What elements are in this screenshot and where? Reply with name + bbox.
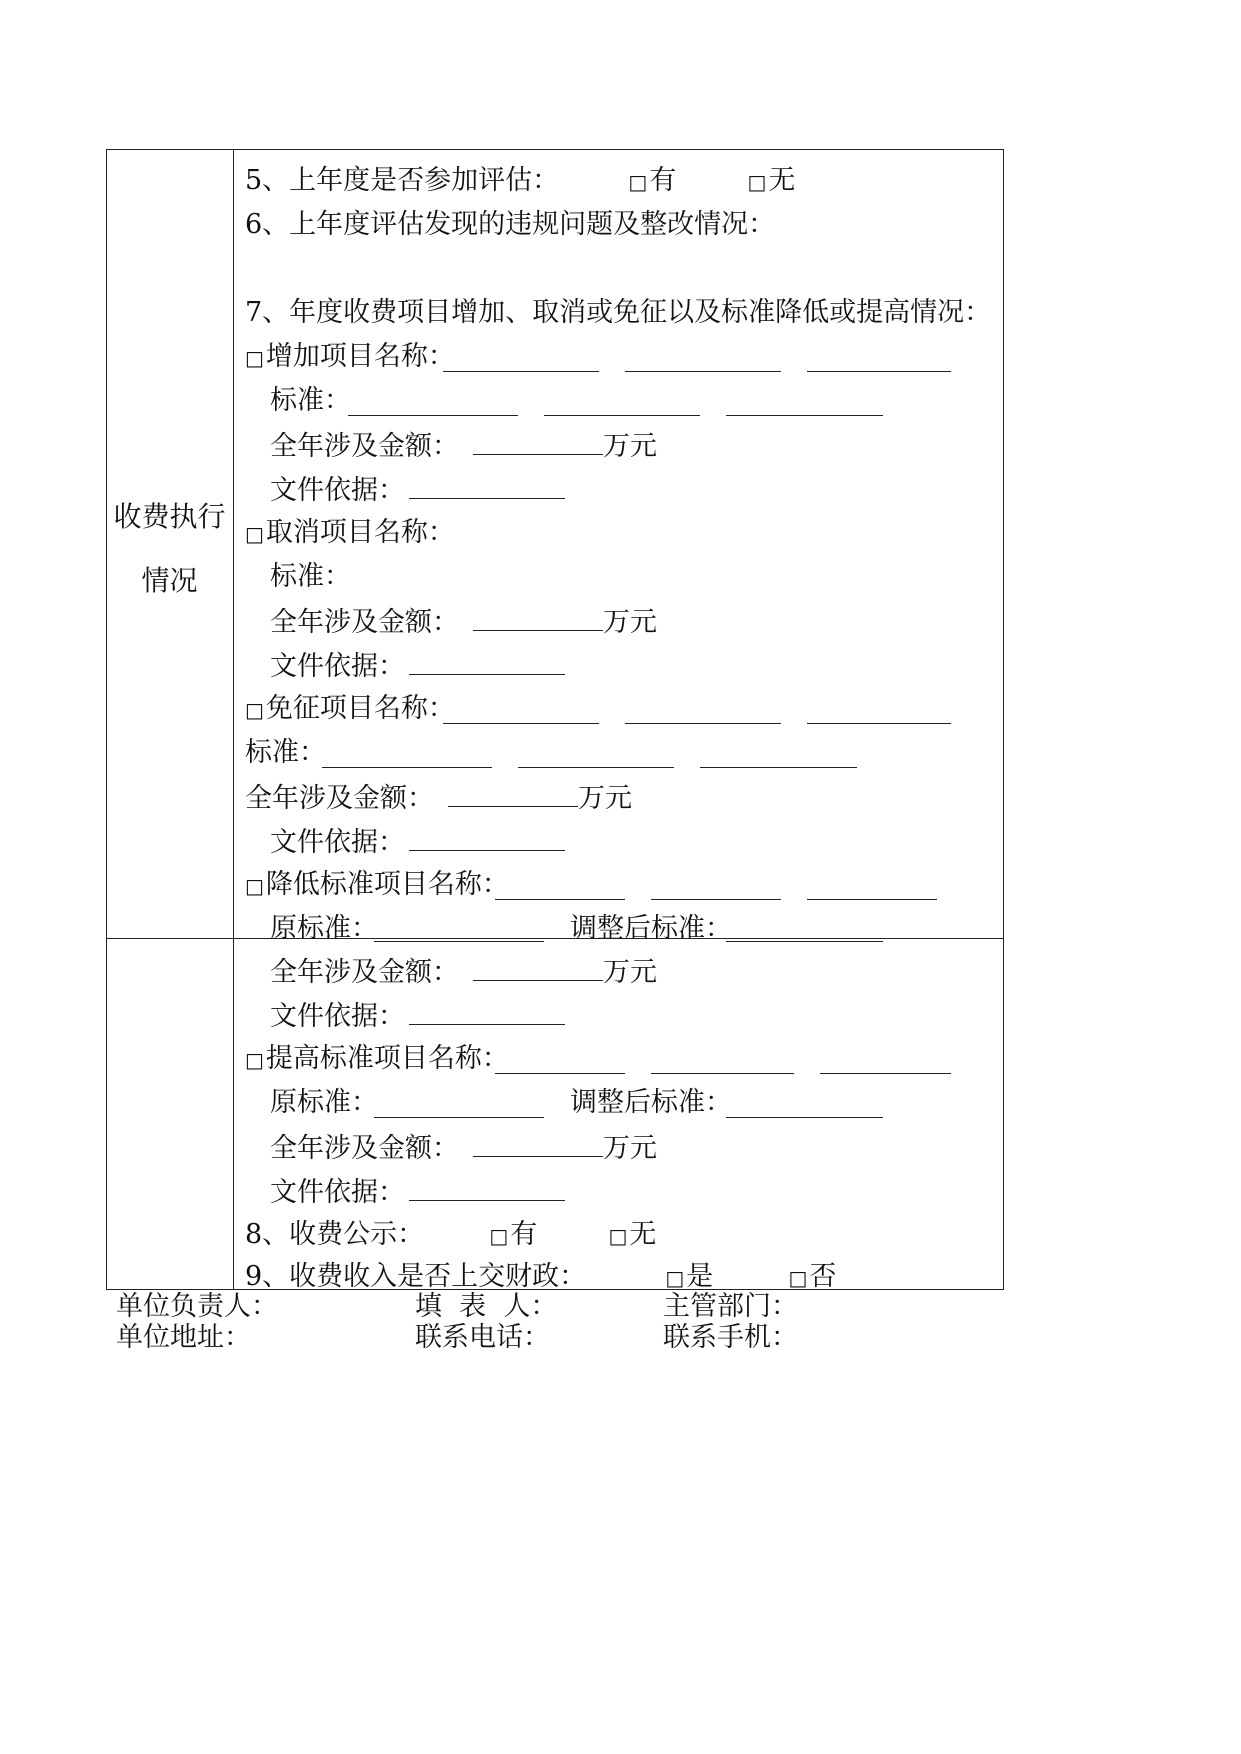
q5-yes-label: 有: [649, 165, 677, 196]
raise-name-blank-3[interactable]: [820, 1047, 951, 1074]
q5-no-label: 无: [768, 165, 796, 196]
exempt-basis-row: [270, 824, 565, 858]
exempt-standard-row: [245, 736, 326, 770]
exempt-standard-blank-3[interactable]: [700, 741, 857, 768]
raise-name-blank-2[interactable]: [651, 1047, 794, 1074]
add-checkbox[interactable]: □: [245, 346, 264, 370]
cancel-basis-label: 文件依据：: [270, 651, 405, 682]
footer-contact-phone: 联系电话：: [415, 1322, 550, 1353]
lower-amount-row: [270, 954, 657, 988]
raise-name-blank-1[interactable]: [495, 1047, 625, 1074]
exempt-name-row: [245, 692, 455, 726]
lower-adjusted-label: 调整后标准：: [570, 913, 732, 944]
q8-no-label: 无: [629, 1219, 657, 1250]
lower-basis-row: [270, 998, 565, 1032]
exempt-name-blank-1[interactable]: [443, 697, 599, 724]
raise-basis-blank[interactable]: [409, 1174, 565, 1201]
cancel-basis-blank[interactable]: [409, 648, 565, 675]
raise-adjusted-row: [570, 1086, 732, 1120]
raise-amount-label: 全年涉及金额：: [270, 1133, 459, 1164]
raise-original-blank[interactable]: [374, 1091, 544, 1118]
lower-amount-unit: 万元: [603, 957, 657, 988]
q9-yes-checkbox[interactable]: □: [665, 1266, 685, 1289]
lower-name-blank-3[interactable]: [807, 873, 937, 900]
q6-row: [245, 208, 775, 242]
exempt-checkbox[interactable]: □: [245, 698, 264, 722]
lower-adjusted-blank[interactable]: [726, 915, 883, 942]
q6-label: 6、上年度评估发现的违规问题及整改情况：: [245, 209, 776, 240]
add-amount-label: 全年涉及金额：: [270, 431, 459, 462]
add-standard-row: [270, 384, 351, 418]
q9-row: [245, 1260, 836, 1289]
exempt-amount-unit: 万元: [578, 783, 632, 814]
cancel-amount-label: 全年涉及金额：: [270, 607, 459, 638]
raise-amount-unit: 万元: [603, 1133, 657, 1164]
add-standard-label: 标准：: [270, 385, 351, 416]
add-name-label: 增加项目名称：: [265, 341, 455, 372]
add-amount-unit: 万元: [603, 431, 657, 462]
raise-name-label: 提高标准项目名称：: [265, 1043, 509, 1074]
footer-unit-address: 单位地址：: [116, 1322, 251, 1353]
raise-standard-row: [270, 1086, 378, 1120]
add-basis-label: 文件依据：: [270, 475, 405, 506]
lower-basis-label: 文件依据：: [270, 1001, 405, 1032]
exempt-basis-label: 文件依据：: [270, 827, 405, 858]
add-standard-blank-1[interactable]: [348, 389, 518, 416]
cancel-basis-row: [270, 648, 565, 682]
exempt-name-blank-2[interactable]: [625, 697, 781, 724]
add-name-blank-1[interactable]: [443, 345, 599, 372]
section-label: [106, 485, 233, 613]
add-name-blank-2[interactable]: [625, 345, 781, 372]
exempt-standard-blank-2[interactable]: [518, 741, 674, 768]
add-standard-blank-3[interactable]: [726, 389, 883, 416]
add-basis-row: [270, 472, 565, 506]
raise-original-label: 原标准：: [270, 1087, 378, 1118]
q9-no-checkbox[interactable]: □: [788, 1266, 808, 1289]
cancel-standard-row: [270, 560, 351, 594]
q8-label: 8、收费公示：: [245, 1219, 425, 1250]
section-label-line2: 情况: [141, 564, 198, 597]
cancel-amount-unit: 万元: [603, 607, 657, 638]
cancel-checkbox[interactable]: □: [245, 522, 264, 546]
raise-adjusted-label: 调整后标准：: [570, 1087, 732, 1118]
raise-adjusted-blank[interactable]: [726, 1091, 883, 1118]
add-standard-blank-2[interactable]: [544, 389, 700, 416]
cancel-name-row: [245, 516, 455, 550]
column-divider: [233, 149, 234, 1290]
exempt-amount-label: 全年涉及金额：: [245, 783, 434, 814]
section-label-line1: 收费执行: [113, 500, 226, 533]
q8-row: [245, 1218, 656, 1252]
footer-supervisor-dept: 主管部门：: [663, 1291, 798, 1322]
lower-adjusted-row: [570, 912, 732, 946]
q8-yes-label: 有: [510, 1219, 538, 1250]
exempt-basis-blank[interactable]: [409, 824, 565, 851]
footer-filler: 填 表 人：: [415, 1291, 558, 1322]
q8-yes-checkbox[interactable]: □: [489, 1224, 509, 1248]
cancel-name-label: 取消项目名称：: [265, 517, 455, 548]
cancel-amount-blank[interactable]: [473, 604, 603, 631]
raise-basis-label: 文件依据：: [270, 1177, 405, 1208]
raise-basis-row: [270, 1174, 565, 1208]
cancel-amount-row: [270, 604, 657, 638]
lower-standard-row: [270, 912, 378, 946]
cancel-standard-label: 标准：: [270, 561, 351, 592]
lower-amount-blank[interactable]: [473, 954, 603, 981]
q7-row: [245, 296, 991, 330]
lower-original-blank[interactable]: [374, 915, 544, 942]
lower-name-row: [245, 868, 509, 902]
lower-name-blank-2[interactable]: [651, 873, 781, 900]
lower-name-blank-1[interactable]: [495, 873, 625, 900]
footer-mobile: 联系手机：: [663, 1322, 798, 1353]
q5-row: [245, 164, 795, 198]
add-amount-blank[interactable]: [473, 428, 603, 455]
exempt-amount-row: [245, 780, 632, 814]
q9-label: 9、收费收入是否上交财政：: [245, 1261, 587, 1289]
q7-label: 7、年度收费项目增加、取消或免征以及标准降低或提高情况：: [245, 297, 992, 328]
lower-original-label: 原标准：: [270, 913, 378, 944]
exempt-name-blank-3[interactable]: [807, 697, 951, 724]
q9-yes-label: 是: [686, 1261, 714, 1289]
q9-no-label: 否: [809, 1261, 837, 1289]
q8-no-checkbox[interactable]: □: [608, 1224, 628, 1248]
add-basis-blank[interactable]: [409, 472, 565, 499]
q5-label: 5、上年度是否参加评估：: [245, 165, 560, 196]
exempt-amount-blank[interactable]: [448, 780, 578, 807]
lower-amount-label: 全年涉及金额：: [270, 957, 459, 988]
exempt-standard-label: 标准：: [245, 737, 326, 768]
q5-yes-checkbox[interactable]: □: [628, 170, 648, 194]
raise-amount-row: [270, 1130, 657, 1164]
lower-name-label: 降低标准项目名称：: [265, 869, 509, 900]
add-name-blank-3[interactable]: [807, 345, 951, 372]
lower-basis-blank[interactable]: [409, 998, 565, 1025]
lower-checkbox[interactable]: □: [245, 874, 264, 898]
add-amount-row: [270, 428, 657, 462]
add-name-row: [245, 340, 455, 374]
q5-no-checkbox[interactable]: □: [747, 170, 767, 194]
raise-amount-blank[interactable]: [473, 1130, 603, 1157]
footer-unit-leader: 单位负责人：: [116, 1291, 278, 1322]
exempt-standard-blank-1[interactable]: [322, 741, 492, 768]
exempt-name-label: 免征项目名称：: [265, 693, 455, 724]
raise-name-row: [245, 1042, 509, 1076]
raise-checkbox[interactable]: □: [245, 1048, 264, 1072]
